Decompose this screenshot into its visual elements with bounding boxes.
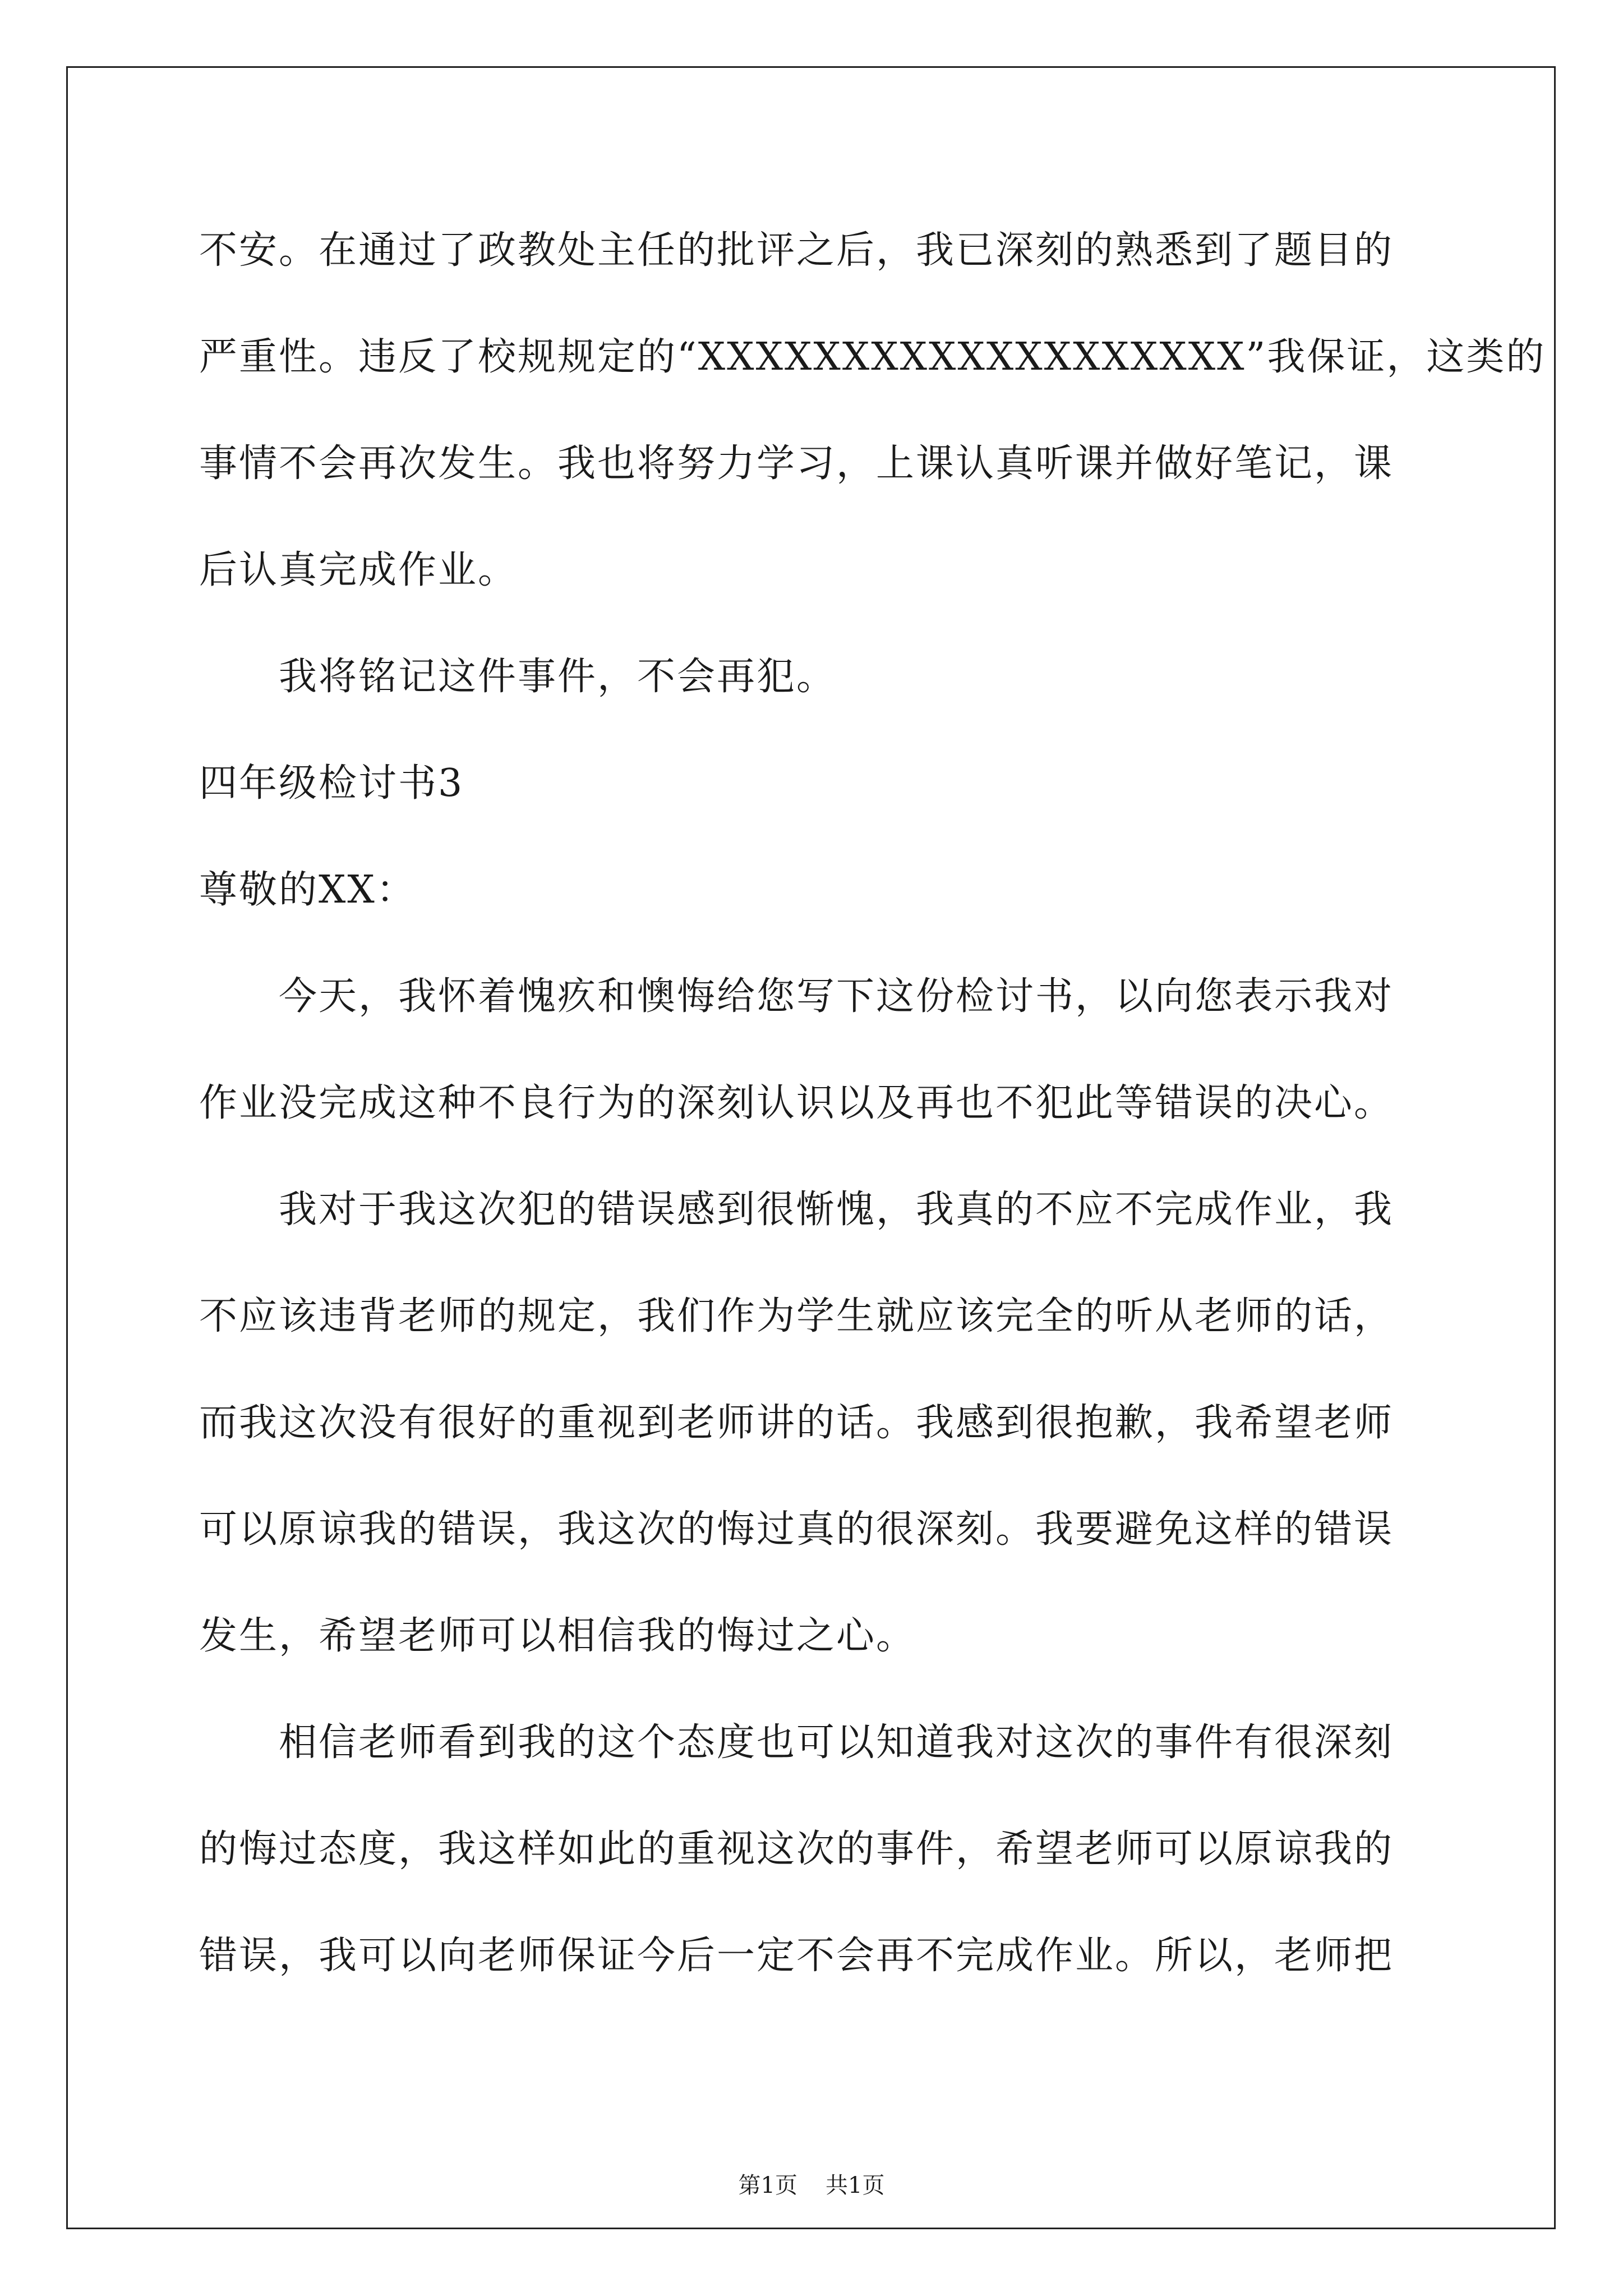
page-footer xyxy=(0,2170,1623,2201)
text-line: 不安。在通过了政教处主任的批评之后，我已深刻的熟悉到了题目的 xyxy=(199,228,1394,273)
text-line: 错误，我可以向老师保证今后一定不会再不完成作业。所以，老师把 xyxy=(199,1934,1394,1978)
salutation: 尊敬的XX： xyxy=(199,868,416,912)
text-line: 我将铭记这件事件，不会再犯。 xyxy=(279,655,837,699)
text-line: 的悔过态度，我这样如此的重视这次的事件，希望老师可以原谅我的 xyxy=(199,1827,1394,1871)
text-line: 今天，我怀着愧疚和懊悔给您写下这份检讨书，以向您表示我对 xyxy=(279,974,1394,1019)
text-line: 发生，希望老师可以相信我的悔过之心。 xyxy=(199,1614,916,1658)
page-total: 共1页 xyxy=(826,2173,885,2198)
section-heading: 四年级检讨书3 xyxy=(199,761,464,806)
text-line: 而我这次没有很好的重视到老师讲的话。我感到很抱歉，我希望老师 xyxy=(199,1401,1394,1445)
text-line: 事情不会再次发生。我也将努力学习，上课认真听课并做好笔记，课 xyxy=(199,441,1394,486)
text-line: 严重性。违反了校规规定的“XXXXXXXXXXXXXXXXXXX”我保证，这类的 xyxy=(199,335,1546,379)
text-line: 后认真完成作业。 xyxy=(199,548,518,592)
text-line: 相信老师看到我的这个态度也可以知道我对这次的事件有很深刻 xyxy=(279,1720,1394,1765)
text-line: 作业没完成这种不良行为的深刻认识以及再也不犯此等错误的决心。 xyxy=(199,1081,1394,1125)
text-line: 不应该违背老师的规定，我们作为学生就应该完全的听从老师的话， xyxy=(199,1294,1394,1338)
text-line: 我对于我这次犯的错误感到很惭愧，我真的不应不完成作业，我 xyxy=(279,1188,1394,1232)
page-number: 第1页 xyxy=(738,2173,797,2198)
text-line: 可以原谅我的错误，我这次的悔过真的很深刻。我要避免这样的错误 xyxy=(199,1507,1394,1552)
page-border xyxy=(66,66,1556,2229)
